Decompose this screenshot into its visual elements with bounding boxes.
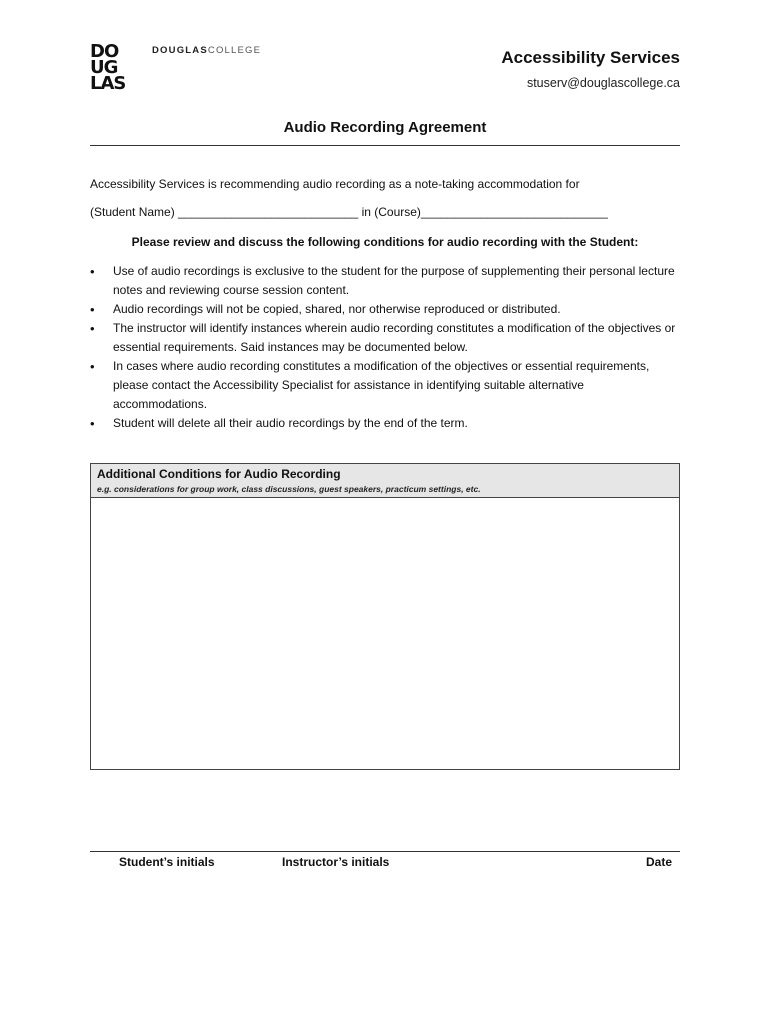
condition-item: • In cases where audio recording constitutes a modification of the objectives or essential requirements, please contact the Accessibility Specialist for assistance in identifying suitable alternative accommodations. [90,357,680,414]
student-initials-label: Student’s initials [119,855,215,869]
additional-conditions-box [90,463,680,770]
logo-mark-line-1: DO [90,41,119,62]
additional-conditions-input[interactable] [91,498,679,768]
student-course-fill-line[interactable]: (Student Name) ___________________________ in (Course)____________________________ [90,205,608,219]
logo-wordmark-bold: DOUGLAS [152,45,208,56]
header-contact [501,48,680,90]
douglas-college-logo [90,41,280,96]
additional-conditions-title: Additional Conditions for Audio Recording [97,467,341,481]
department-title: Accessibility Services [501,48,680,67]
condition-item: • Audio recordings will not be copied, shared, nor otherwise reproduced or distributed. [90,300,680,319]
condition-item: • Student will delete all their audio recordings by the end of the term. [90,414,680,433]
logo-mark-line-3: LAS [90,73,126,94]
condition-item: • The instructor will identify instances wherein audio recording constitutes a modification of the objectives or essential requirements. Said instances may be documented below. [90,319,680,357]
additional-conditions-header [91,464,679,498]
logo-wordmark [152,45,261,56]
title-divider [90,145,680,146]
instructor-initials-label: Instructor’s initials [282,855,390,869]
contact-email: stuserv@douglascollege.ca [526,76,680,90]
logo-wordmark-light: COLLEGE [207,45,262,56]
signature-line[interactable] [90,851,680,852]
document-title: Audio Recording Agreement [283,119,487,136]
condition-item: • Use of audio recordings is exclusive to the student for the purpose of supplementing their personal lecture notes and reviewing course session content. [90,262,680,300]
review-heading: Please review and discuss the following conditions for audio recording with the Student: [131,235,639,249]
date-label: Date [645,855,672,869]
intro-text: Accessibility Services is recommending audio recording as a note-taking accommodation for [90,177,580,191]
additional-conditions-hint: e.g. considerations for group work, class discussions, guest speakers, practicum settings, etc. [97,484,481,494]
logo-mark-line-2: UG [90,57,118,78]
logo-mark [90,41,126,94]
conditions-list [90,262,680,433]
